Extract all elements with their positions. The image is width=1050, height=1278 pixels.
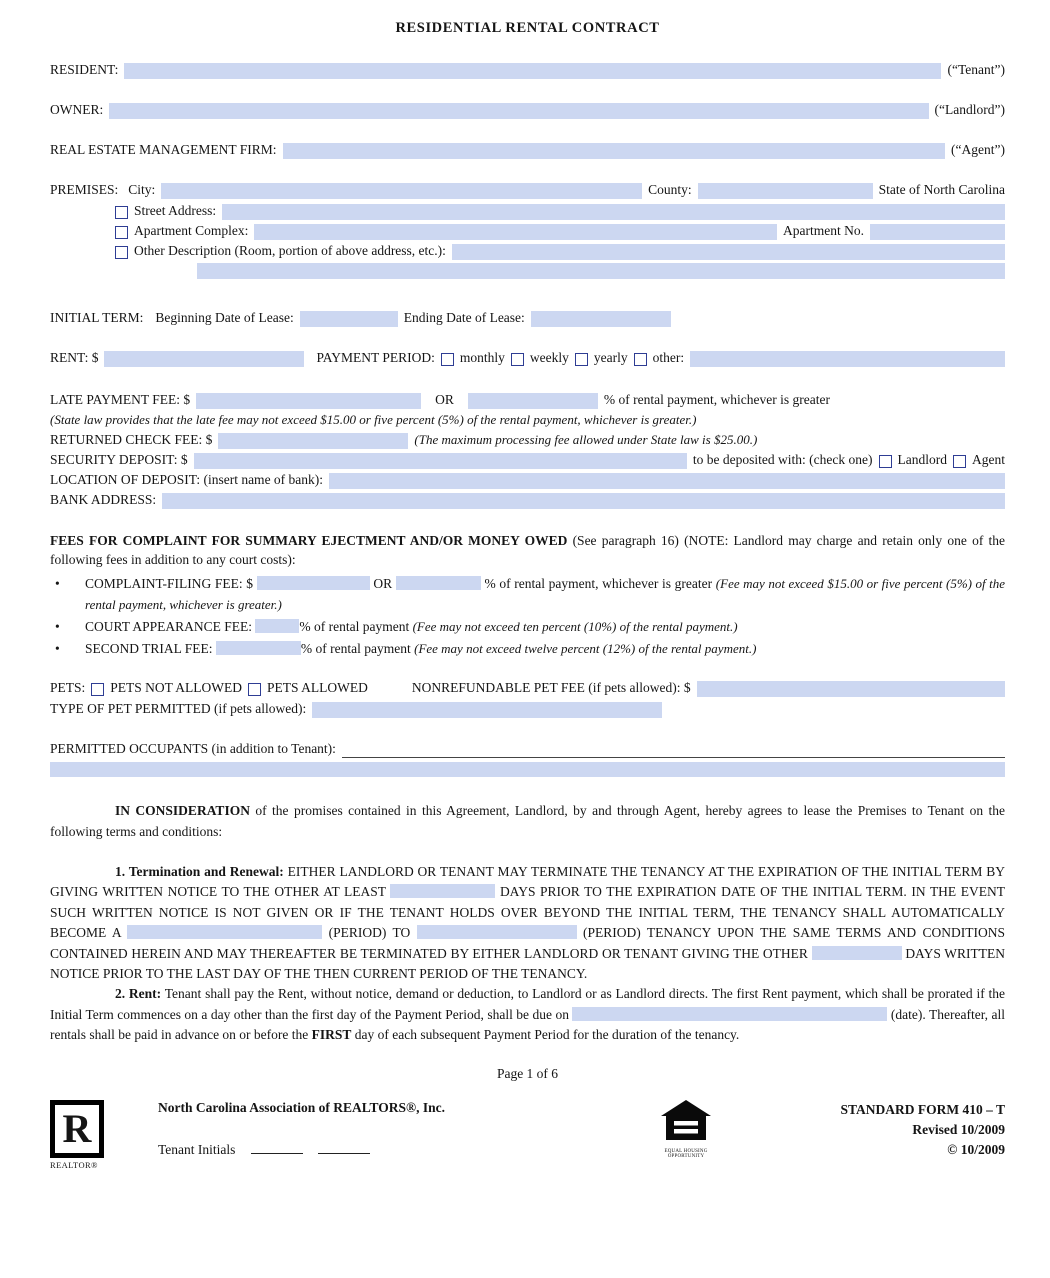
paragraph-1	[50, 862, 1005, 984]
deposit-location-field[interactable]	[329, 473, 1005, 489]
security-deposit-label: SECURITY DEPOSIT: $	[50, 452, 188, 467]
pets-not-allowed-label: PETS NOT ALLOWED	[110, 680, 243, 695]
period-to-field[interactable]	[417, 925, 577, 939]
realtor-logo	[50, 1100, 116, 1170]
bank-address-label: BANK ADDRESS:	[50, 492, 157, 507]
occupants-continued-row	[50, 762, 1005, 777]
notice-days-field[interactable]	[390, 884, 495, 898]
deposit-landlord-checkbox[interactable]	[879, 455, 892, 468]
pets-allowed-checkbox[interactable]	[248, 683, 261, 696]
initial-term-row	[50, 309, 1005, 327]
end-date-field[interactable]	[531, 311, 671, 327]
second-trial-fee-item	[50, 638, 1005, 659]
consideration-rest: of the promises contained in this Agreement, Landlord, by and through Agent, hereby agrees to lease the Premises to Tenant on the following terms and conditions:	[50, 803, 1005, 839]
late-fee-note-text: (State law provides that the late fee may not exceed $15.00 or five percent (5%) of the rental payment, whichever is greater.)	[50, 412, 697, 427]
apartment-complex-row	[50, 222, 1005, 240]
other-description-label: Other Description (Room, portion of above address, etc.):	[134, 243, 446, 258]
other-period-label: other:	[652, 350, 685, 365]
other-description-row	[50, 242, 1005, 260]
tenant-initials-field-2[interactable]	[318, 1140, 370, 1154]
equal-housing-caption: EQUAL HOUSING OPPORTUNITY	[664, 1148, 708, 1159]
weekly-checkbox[interactable]	[511, 353, 524, 366]
equal-housing-logo	[650, 1100, 722, 1159]
owner-label: OWNER:	[50, 102, 104, 117]
realtor-logo-caption: REALTOR®	[50, 1159, 98, 1170]
complaint-fee-percent-field[interactable]	[396, 576, 481, 590]
other-period-checkbox[interactable]	[634, 353, 647, 366]
paragraph-1-text-3: (PERIOD) TO	[328, 925, 411, 941]
occupants-field[interactable]	[342, 743, 1005, 758]
complaint-fee-amount-field[interactable]	[257, 576, 370, 590]
apartment-complex-field[interactable]	[254, 224, 777, 240]
agent-suffix: (“Agent”)	[951, 142, 1005, 157]
yearly-checkbox[interactable]	[575, 353, 588, 366]
pet-fee-label: NONREFUNDABLE PET FEE (if pets allowed): $	[411, 680, 691, 695]
apartment-complex-label: Apartment Complex:	[134, 223, 249, 238]
paragraph-2-text-1: Tenant shall pay the Rent, without notice, demand or deduction, to Landlord or as Landlord directs. The first Rent payment, which shall be prorated if the Initial Term commences on a day other than the first day of the Payment Period, shall be due on	[50, 986, 1005, 1022]
paragraph-2	[50, 984, 1005, 1045]
returned-check-row	[50, 431, 1005, 449]
deposit-location-row	[50, 471, 1005, 489]
rent-label: RENT: $	[50, 350, 99, 365]
pet-fee-field[interactable]	[697, 681, 1005, 697]
complaint-fee-note: (Fee may not exceed $15.00 or five percent (5%) of the rental payment, whichever is greater.)	[85, 576, 1006, 612]
deposit-with-label: to be deposited with: (check one)	[692, 452, 873, 467]
street-address-checkbox[interactable]	[115, 206, 128, 219]
returned-check-label: RETURNED CHECK FEE: $	[50, 432, 213, 447]
late-fee-percent-field[interactable]	[468, 393, 598, 409]
period-from-field[interactable]	[127, 925, 322, 939]
paragraph-2-text-2: (date). Thereafter, all rentals shall be paid in advance on or before the	[50, 1006, 1005, 1043]
bank-address-field[interactable]	[162, 493, 1005, 509]
begin-date-field[interactable]	[300, 311, 398, 327]
complaint-fee-or: OR	[373, 576, 393, 591]
returned-check-fee-field[interactable]	[218, 433, 408, 449]
tenant-initials-label: Tenant Initials	[158, 1141, 236, 1157]
trial-fee-label: SECOND TRIAL FEE:	[85, 641, 213, 656]
termination-days-field[interactable]	[812, 946, 902, 960]
consideration-paragraph	[50, 801, 1005, 842]
street-address-label: Street Address:	[134, 203, 217, 218]
street-address-row	[50, 202, 1005, 220]
deposit-agent-checkbox[interactable]	[953, 455, 966, 468]
paragraph-1-heading: 1. Termination and Renewal:	[115, 864, 284, 879]
consideration-lead: IN CONSIDERATION	[115, 803, 250, 818]
paragraph-2-text-3: day of each subsequent Payment Period for the duration of the tenancy.	[354, 1027, 740, 1043]
late-fee-or: OR	[435, 392, 454, 407]
street-address-field[interactable]	[222, 204, 1005, 220]
city-field[interactable]	[161, 183, 642, 199]
page-number: Page 1 of 6	[496, 1065, 559, 1081]
other-description-checkbox[interactable]	[115, 246, 128, 259]
returned-check-note: (The maximum processing fee allowed under State law is $25.00.)	[414, 432, 758, 447]
occupants-field-2[interactable]	[50, 762, 1005, 777]
other-period-field[interactable]	[690, 351, 1005, 367]
bank-address-row	[50, 491, 1005, 509]
pets-allowed-label: PETS ALLOWED	[267, 680, 368, 695]
court-appearance-fee-field[interactable]	[255, 619, 299, 633]
city-label: City:	[128, 182, 156, 197]
pet-type-row	[50, 700, 1005, 718]
yearly-label: yearly	[593, 350, 628, 365]
apartment-complex-checkbox[interactable]	[115, 226, 128, 239]
premises-label: PREMISES:	[50, 182, 119, 197]
state-label: State of North Carolina	[878, 182, 1005, 197]
fees-heading	[50, 531, 1005, 569]
fees-heading-bold: FEES FOR COMPLAINT FOR SUMMARY EJECTMENT AND/OR MONEY OWED	[50, 533, 568, 548]
trial-fee-note: (Fee may not exceed twelve percent (12%) of the rental payment.)	[414, 641, 757, 656]
paragraph-1-text-2: DAYS PRIOR TO THE EXPIRATION DATE OF THE INITIAL TERM. IN THE EVENT SUCH WRITTEN NOTICE IS NOT GIVEN OR IF THE TENANT HOLDS OVER BEYOND THE INITIAL TERM, THE TENANCY SHALL AUTOMATICALLY BECOME A	[50, 884, 1005, 941]
paragraph-1-text-5: DAYS WRITTEN NOTICE PRIOR TO THE LAST DAY OF THE THEN CURRENT PERIOD OF THE TENANCY.	[50, 945, 1005, 982]
pets-row	[50, 679, 1005, 697]
other-description-field-2[interactable]	[197, 263, 1005, 279]
weekly-label: weekly	[529, 350, 569, 365]
occupants-row	[50, 740, 1005, 758]
monthly-label: monthly	[459, 350, 505, 365]
equal-housing-icon	[661, 1100, 711, 1144]
county-label: County:	[648, 182, 692, 197]
paragraph-1-text-1: EITHER LANDLORD OR TENANT MAY TERMINATE THE TENANCY AT THE EXPIRATION OF THE INITIAL TERM BY GIVING WRITTEN NOTICE TO THE OTHER AT LEAST	[50, 864, 1006, 900]
tenant-initials-field-1[interactable]	[251, 1140, 303, 1154]
tenant-suffix: (“Tenant”)	[947, 62, 1005, 77]
landlord-suffix: (“Landlord”)	[934, 102, 1005, 117]
monthly-checkbox[interactable]	[441, 353, 454, 366]
owner-field[interactable]	[109, 103, 928, 119]
association-name: North Carolina Association of REALTORS®, Inc.	[158, 1099, 446, 1115]
court-fee-label: COURT APPEARANCE FEE:	[85, 619, 252, 634]
revised-label: Revised 10/2009	[912, 1121, 1005, 1137]
late-fee-amount-field[interactable]	[196, 393, 421, 409]
resident-label: RESIDENT:	[50, 62, 119, 77]
court-fee-note: (Fee may not exceed ten percent (10%) of the rental payment.)	[412, 619, 738, 634]
paragraph-2-first-bold: FIRST	[311, 1027, 352, 1043]
owner-row	[50, 101, 1005, 119]
end-date-label: Ending Date of Lease:	[403, 310, 525, 325]
rent-amount-field[interactable]	[104, 351, 304, 367]
tenant-initials-row	[158, 1140, 650, 1158]
initial-term-label: INITIAL TERM:	[50, 310, 144, 325]
association-column	[158, 1100, 650, 1158]
copyright-label: © 10/2009	[947, 1141, 1005, 1157]
payment-period-label: PAYMENT PERIOD:	[316, 350, 435, 365]
security-deposit-field[interactable]	[194, 453, 687, 469]
footer	[50, 1100, 1005, 1170]
security-deposit-row	[50, 451, 1005, 469]
resident-row	[50, 61, 1005, 79]
pets-label: PETS:	[50, 680, 86, 695]
paragraph-2-heading: 2. Rent:	[115, 986, 162, 1002]
pet-type-field[interactable]	[312, 702, 662, 718]
begin-date-label: Beginning Date of Lease:	[155, 310, 294, 325]
pet-type-label: TYPE OF PET PERMITTED (if pets allowed):	[50, 701, 307, 716]
form-info-column	[780, 1100, 1005, 1160]
second-trial-fee-field[interactable]	[216, 641, 301, 655]
occupants-label: PERMITTED OCCUPANTS (in addition to Tenant):	[50, 741, 336, 756]
management-firm-label: REAL ESTATE MANAGEMENT FIRM:	[50, 142, 277, 157]
complaint-fee-suffix: % of rental payment, whichever is greater	[484, 576, 713, 591]
first-rent-date-field[interactable]	[572, 1007, 887, 1021]
other-description-continued-row	[197, 263, 1005, 279]
fees-heading-rest: (See paragraph 16) (NOTE: Landlord may charge and retain only one of the following fees in addition to any court costs):	[50, 533, 1005, 567]
late-fee-label: LATE PAYMENT FEE: $	[50, 392, 191, 407]
realtor-logo-letter: R	[62, 1106, 92, 1152]
other-description-field[interactable]	[452, 244, 1005, 260]
deposit-agent-label: Agent	[972, 452, 1005, 467]
document-title: RESIDENTIAL RENTAL CONTRACT	[395, 20, 660, 36]
county-field[interactable]	[698, 183, 873, 199]
management-firm-field[interactable]	[283, 143, 945, 159]
complaint-filing-fee-item	[50, 573, 1005, 615]
court-fee-suffix: % of rental payment	[299, 619, 410, 634]
resident-field[interactable]	[124, 63, 941, 79]
pets-not-allowed-checkbox[interactable]	[91, 683, 104, 696]
realtor-logo-box	[50, 1100, 104, 1158]
rent-row	[50, 349, 1005, 367]
apartment-no-field[interactable]	[870, 224, 1005, 240]
apartment-no-label: Apartment No.	[783, 223, 864, 238]
deposit-landlord-label: Landlord	[897, 452, 947, 467]
complaint-fee-label: COMPLAINT-FILING FEE: $	[85, 576, 254, 591]
management-firm-row	[50, 141, 1005, 159]
deposit-location-label: LOCATION OF DEPOSIT: (insert name of bank):	[50, 472, 324, 487]
late-fee-suffix: % of rental payment, whichever is greater	[603, 392, 830, 407]
late-fee-note	[50, 411, 1005, 429]
court-appearance-fee-item	[50, 616, 1005, 637]
trial-fee-suffix: % of rental payment	[300, 641, 411, 656]
standard-form-label: STANDARD FORM 410 – T	[840, 1101, 1005, 1117]
late-fee-row	[50, 391, 1005, 409]
premises-row	[50, 181, 1005, 199]
paragraph-1-text-4: (PERIOD) TENANCY UPON THE SAME TERMS AND CONDITIONS CONTAINED HEREIN AND MAY THEREAFTER BE TERMINATED BY EITHER LANDLORD OR TENANT GIVING THE OTHER	[50, 925, 1006, 961]
